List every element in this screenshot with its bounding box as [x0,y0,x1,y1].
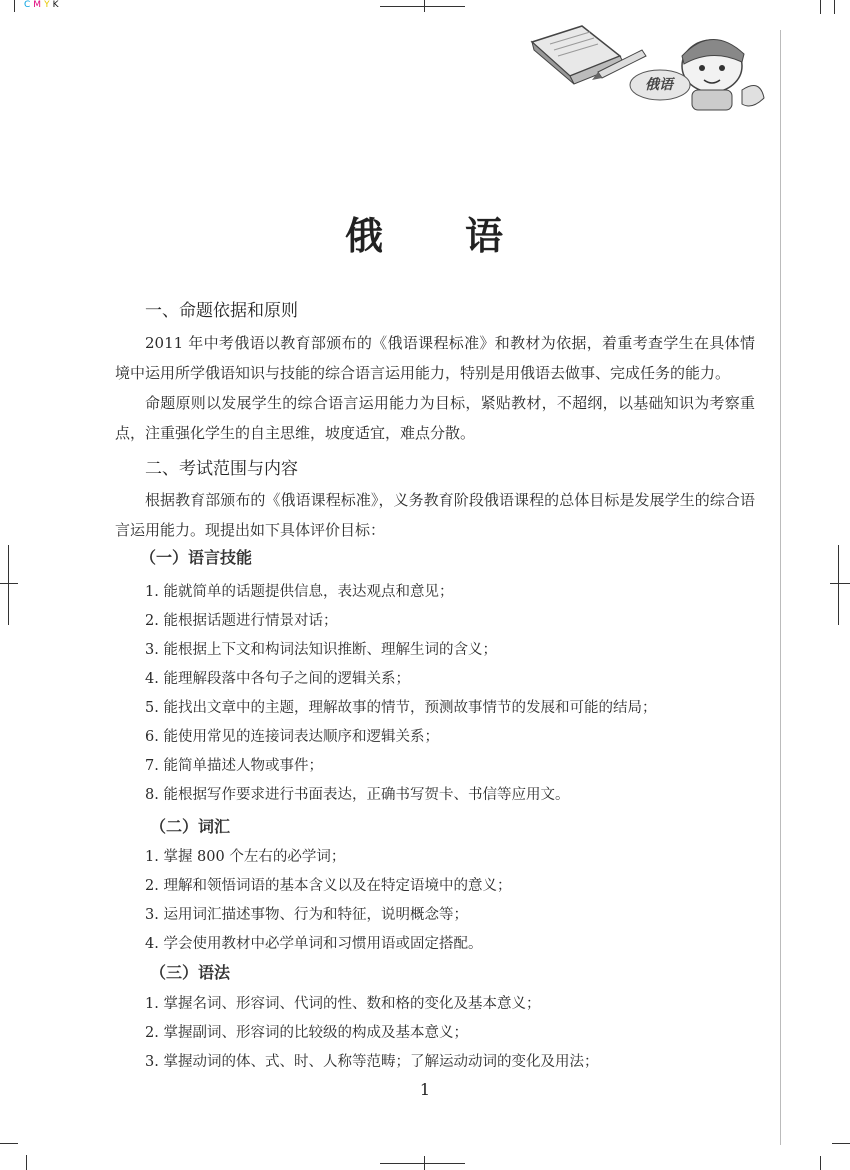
crop-mark [0,583,18,584]
list-item: 3. 运用词汇描述事物、行为和特征，说明概念等； [145,907,468,923]
section-heading-2: 二、考试范围与内容 [145,459,298,479]
list-item: 1. 掌握 800 个左右的必学词； [145,849,346,865]
crop-mark [832,1143,850,1144]
list-item: 1. 掌握名词、形容词、代词的性、数和格的变化及基本意义； [145,996,541,1012]
crop-mark [820,0,821,14]
list-item: 7. 能简单描述人物或事件； [145,758,323,774]
cmyk-color-bar [24,0,61,10]
crop-mark [424,1156,425,1170]
cartoon-student-icon [682,39,764,110]
crop-mark [380,1163,465,1164]
list-item: 4. 学会使用教材中必学单词和习惯用语或固定搭配。 [145,936,483,952]
list-item: 5. 能找出文章中的主题，理解故事的情节，预测故事情节的发展和可能的结局； [145,700,657,716]
list-item: 4. 能理解段落中各句子之间的逻辑关系； [145,671,410,687]
open-book-icon [532,26,624,84]
cmyk-k: K [52,0,60,10]
paragraph: 命题原则以发展学生的综合语言运用能力为目标，紧贴教材，不超纲，以基础知识为考察重点，注重强化学生的自主思维，坡度适宜，难点分散。 [115,394,755,442]
cmyk-m: M [33,0,43,10]
list-item: 6. 能使用常见的连接词表达顺序和逻辑关系； [145,729,439,745]
subsection-heading-2: （二）词汇 [150,817,231,836]
list-item: 2. 理解和领悟词语的基本含义以及在特定语境中的意义； [145,878,512,894]
list-item: 8. 能根据写作要求进行书面表达，正确书写贺卡、书信等应用文。 [145,787,570,803]
list-item: 3. 能根据上下文和构词法知识推断、理解生词的含义； [145,642,497,658]
trim-line [780,30,781,1145]
crop-mark [838,545,839,625]
crop-mark [830,583,850,584]
subsection-heading-1: （一）语言技能 [140,548,253,567]
crop-mark [834,0,835,14]
list-item: 3. 掌握动词的体、式、时、人称等范畴；了解运动动词的变化及用法； [145,1054,599,1070]
crop-mark [0,1143,18,1144]
list-item: 1. 能就简单的话题提供信息，表达观点和意见； [145,584,454,600]
crop-mark [26,1155,27,1170]
section-heading-1: 一、命题依据和原则 [145,301,298,321]
paragraph: 2011 年中考俄语以教育部颁布的《俄语课程标准》和教材为依据，着重考查学生在具体情境中运用所学俄语知识与技能的综合语言运用能力，特别是用俄语去做事、完成任务的能力。 [115,334,755,382]
page-number: 1 [419,1080,431,1099]
cmyk-c: C [24,0,32,10]
cmyk-y: Y [44,0,51,10]
list-item: 2. 掌握副词、形容词的比较级的构成及基本意义； [145,1025,468,1041]
paragraph: 根据教育部颁布的《俄语课程标准》，义务教育阶段俄语课程的总体目标是发展学生的综合语言运用能力。现提出如下具体评价目标： [115,491,755,539]
page-title: 俄 语 [344,214,505,258]
header-illustration [520,14,780,114]
list-item: 2. 能根据话题进行情景对话； [145,613,338,629]
crop-mark [14,0,15,12]
crop-mark [8,545,9,625]
header-badge-text: 俄语 [645,77,673,93]
crop-mark [424,0,425,12]
subsection-heading-3: （三）语法 [150,963,231,982]
crop-mark [820,1156,821,1170]
crop-mark [380,6,465,7]
